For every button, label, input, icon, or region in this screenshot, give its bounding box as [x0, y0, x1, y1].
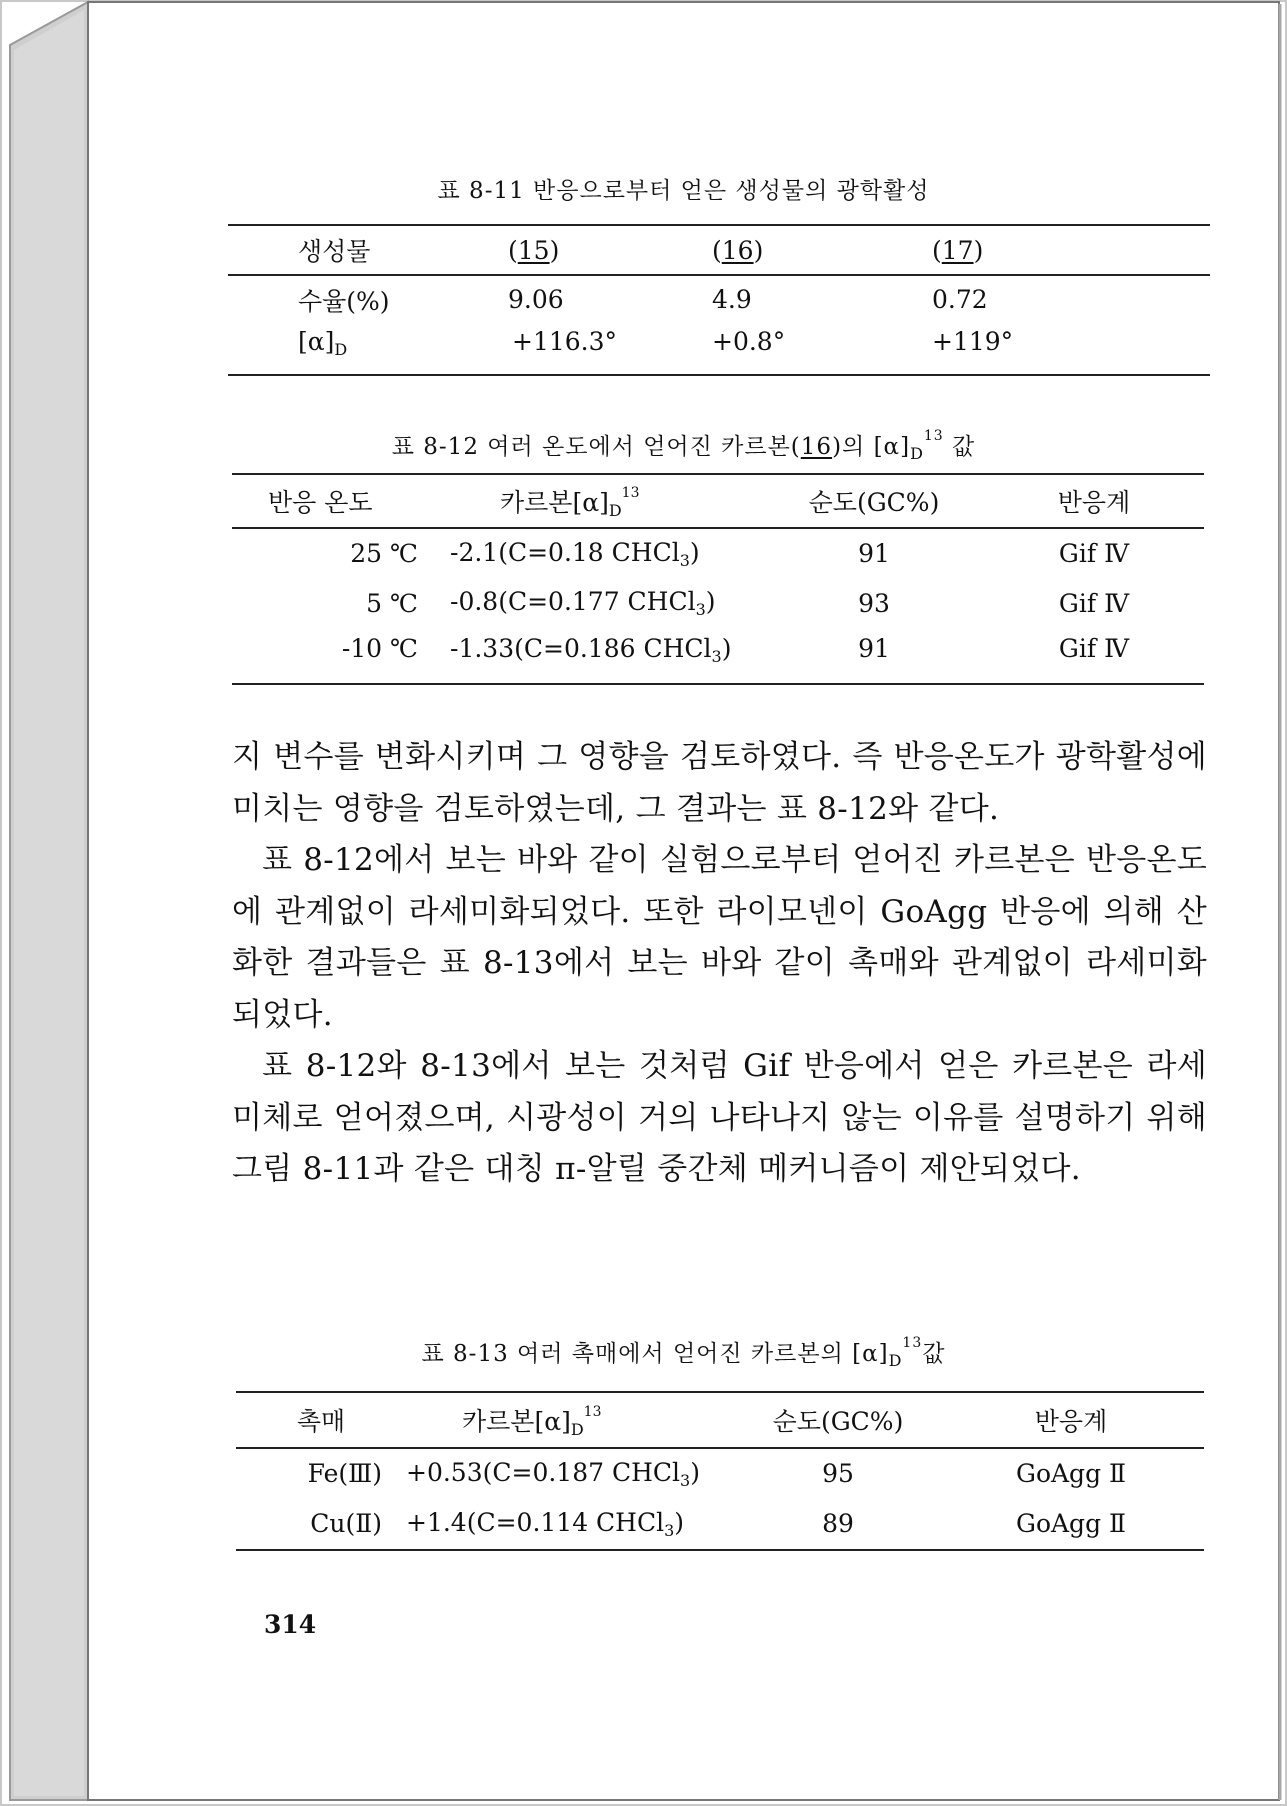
table-header-row: [228, 225, 1210, 275]
cell-purity: 93: [858, 588, 890, 618]
cell-yield-15: 9.06: [508, 285, 564, 314]
table-8-11: [228, 224, 1210, 376]
cell-reaction-system: GoAgg Ⅱ: [1015, 1459, 1127, 1488]
table-row: [236, 1498, 1204, 1550]
header-reaction-system: 반응계: [1034, 1407, 1108, 1436]
table-8-11-caption: 표 8-11 반응으로부터 얻은 생성물의 광학활성: [437, 178, 930, 204]
cell-temperature: -10 ℃: [341, 634, 418, 663]
cell-carvone-rotation: +1.4(C=0.114 CHCl$_3$): [406, 1507, 685, 1540]
cell-reaction-system: GoAgg Ⅱ: [1015, 1509, 1127, 1538]
table-8-13-caption: 표 8-13 여러 촉매에서 얻어진 카르본의 $[\alpha]_D^{13}$값: [421, 1335, 946, 1370]
cell-reaction-system: Gif Ⅳ: [1058, 539, 1130, 568]
cell-catalyst: Fe(Ⅲ): [307, 1459, 382, 1488]
book-page: [88, 2, 1279, 1800]
table-row: [228, 275, 1210, 323]
header-temperature: 반응 온도: [268, 488, 373, 517]
cell-yield-16: 4.9: [712, 285, 752, 314]
cell-purity: 91: [858, 539, 890, 568]
cell-yield-17: 0.72: [932, 285, 988, 314]
table-row: [232, 528, 1204, 578]
header-carvone-rotation: 카르본$[\alpha]_D^{13}$: [500, 484, 640, 520]
cell-rotation-16: +0.8°: [712, 327, 786, 356]
table-8-12-caption: 표 8-12 여러 온도에서 얻어진 카르본(16)의 $[\alpha]_D^{13}$ 값: [391, 428, 976, 463]
header-purity: 순도(GC%): [772, 1407, 904, 1436]
cell-carvone-rotation: -1.33(C=0.186 CHCl$_3$): [450, 634, 732, 666]
cell-catalyst: Cu(Ⅱ): [310, 1509, 382, 1538]
row-label-yield: 수율(%): [298, 286, 390, 316]
header-product: 생성물: [298, 237, 371, 266]
table-row: [228, 323, 1210, 375]
cell-temperature: 5 ℃: [366, 588, 418, 618]
body-text: [232, 732, 1207, 1196]
header-compound-15: (15): [508, 235, 560, 265]
cell-temperature: 25 ℃: [350, 539, 418, 568]
cell-purity: 89: [822, 1509, 854, 1538]
header-carvone-rotation: 카르본$[\alpha]_D^{13}$: [462, 1403, 602, 1439]
cell-carvone-rotation: -0.8(C=0.177 CHCl$_3$): [450, 587, 716, 619]
paragraph-1: 지 변수를 변화시키며 그 영향을 검토하였다. 즉 반응온도가 광학활성에 미치는 영향을 검토하였는데, 그 결과는 표 8-12와 같다.: [232, 739, 1207, 827]
table-8-13: [236, 1391, 1204, 1551]
cell-rotation-15: +116.3°: [512, 327, 618, 356]
header-catalyst: 촉매: [296, 1407, 346, 1436]
page-number: 314: [264, 1610, 317, 1639]
header-compound-16: (16): [712, 235, 764, 265]
cell-reaction-system: Gif Ⅳ: [1058, 634, 1130, 663]
table-row: [236, 1448, 1204, 1498]
paragraph-3: 표 8-12와 8-13에서 보는 것처럼 Gif 반응에서 얻은 카르본은 라세미체로 얻어졌으며, 시광성이 거의 나타나지 않는 이유를 설명하기 위해 그림 8-11과 같은 대칭 π-알릴 중간체 메커니즘이 제안되었다.: [232, 1048, 1207, 1187]
table-header-row: [236, 1392, 1204, 1448]
cell-purity: 95: [822, 1459, 854, 1488]
cell-carvone-rotation: -2.1(C=0.18 CHCl$_3$): [450, 537, 700, 570]
header-reaction-system: 반응계: [1057, 488, 1131, 517]
header-compound-17: (17): [932, 235, 984, 265]
table-row: [232, 578, 1204, 628]
table-header-row: [232, 474, 1204, 528]
cell-rotation-17: +119°: [932, 327, 1014, 356]
table-8-12: [232, 473, 1204, 685]
cell-reaction-system: Gif Ⅳ: [1058, 588, 1130, 618]
paragraph-2: 표 8-12에서 보는 바와 같이 실험으로부터 얻어진 카르본은 반응온도에 관계없이 라세미화되었다. 또한 라이모넨이 GoAgg 반응에 의해 산화한 결과들은 표 8-13에서 보는 바와 같이 촉매와 관계없이 라세미화되었다.: [232, 842, 1207, 1033]
cell-carvone-rotation: +0.53(C=0.187 CHCl$_3$): [406, 1457, 700, 1490]
cell-purity: 91: [858, 634, 890, 663]
row-label-rotation: $[\alpha]_D$: [298, 327, 348, 359]
header-purity: 순도(GC%): [808, 488, 940, 517]
table-row: [232, 628, 1204, 684]
